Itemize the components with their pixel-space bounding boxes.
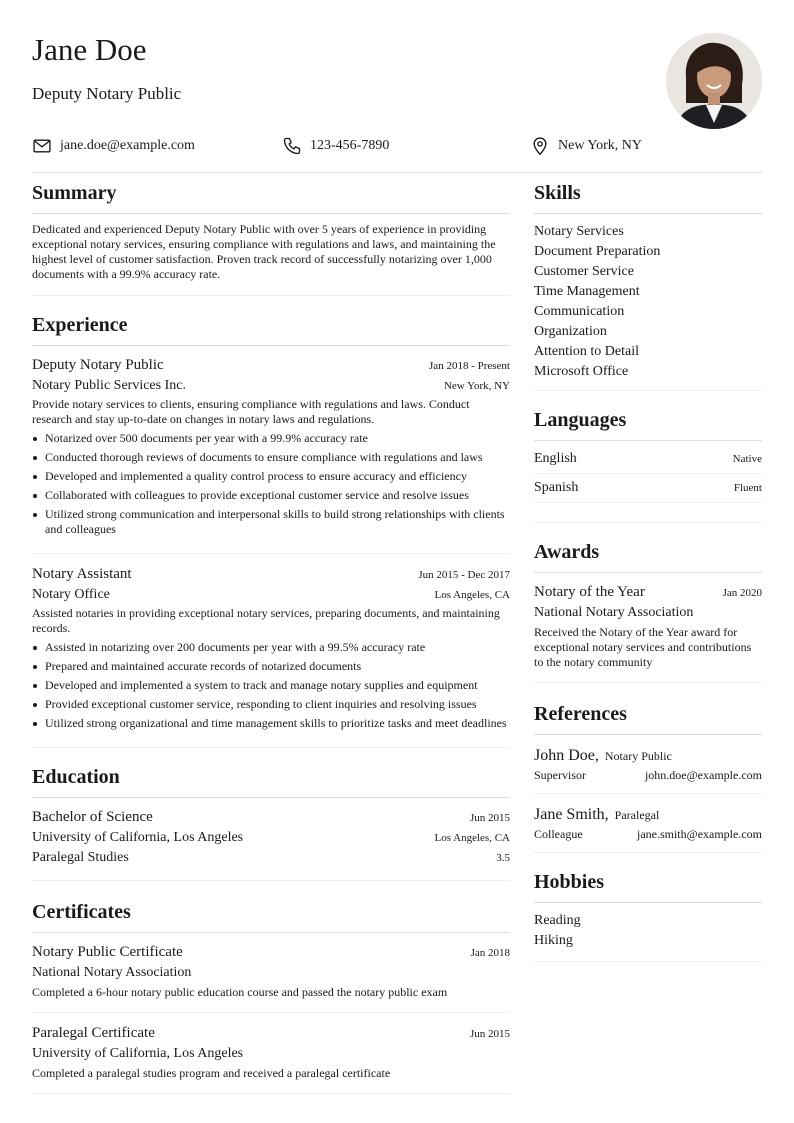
skill-item: Customer Service — [534, 264, 634, 279]
hobby-list — [534, 911, 762, 962]
achievement-item: Utilized strong communication and interpersonal skills to build strong relationships with clients and colleagues — [32, 507, 510, 537]
mail-icon — [32, 136, 52, 156]
education-section — [32, 764, 510, 881]
contact-email[interactable] — [32, 134, 195, 158]
gpa: 3.5 — [496, 852, 510, 864]
reference-email[interactable]: jane.smith@example.com — [636, 827, 762, 841]
hobbies-section — [534, 869, 762, 962]
language-level: Fluent — [733, 482, 762, 494]
languages-section — [534, 407, 762, 523]
reference-relation: Supervisor — [534, 768, 586, 782]
contact-location — [530, 134, 642, 158]
hobby-item: Reading — [534, 913, 581, 928]
achievement-item: Prepared and maintained accurate records of notarized documents — [32, 659, 510, 674]
school-location: Los Angeles, CA — [434, 832, 510, 844]
achievement-item: Utilized strong organizational and time management skills to prioritize tasks and meet deadlines — [32, 716, 510, 731]
education-heading: Education — [32, 764, 510, 798]
languages-divider — [534, 503, 762, 523]
award-description: Received the Notary of the Year award for exceptional notary services and contributions to the notary community — [534, 625, 752, 669]
experience-heading: Experience — [32, 312, 510, 346]
reference-position: Notary Public — [604, 749, 672, 763]
reference-name: Jane Smith, — [534, 806, 609, 823]
language-level: Native — [732, 453, 762, 465]
summary-section — [32, 180, 510, 296]
email-text: jane.doe@example.com — [60, 138, 195, 153]
hobby-item: Hiking — [534, 933, 573, 948]
job-dates: Jun 2015 - Dec 2017 — [418, 569, 510, 581]
skill-item: Notary Services — [534, 224, 624, 239]
certificate-date: Jan 2018 — [470, 947, 510, 959]
certificates-section — [32, 899, 510, 1094]
graduation-date: Jun 2015 — [469, 812, 510, 824]
skill-item: Attention to Detail — [534, 344, 639, 359]
achievement-item: Provided exceptional customer service, responding to client inquiries and resolving issues — [32, 697, 510, 712]
achievement-item: Notarized over 500 documents per year with a 99.9% accuracy rate — [32, 431, 510, 446]
reference-entry — [534, 745, 762, 794]
achievement-item: Conducted thorough reviews of documents to ensure compliance with regulations and laws — [32, 450, 510, 465]
job-description: Provide notary services to clients, ensuring compliance with regulations and laws. Conduct research and stay up-to-date on changes in notary laws and regulations. — [32, 397, 470, 426]
certificate-date: Jun 2015 — [469, 1028, 510, 1040]
job-location: New York, NY — [443, 380, 510, 392]
reference-position: Paralegal — [614, 808, 660, 822]
reference-entry — [534, 804, 762, 853]
skill-item: Communication — [534, 304, 625, 319]
skills-heading: Skills — [534, 180, 762, 214]
certificate-title: Notary Public Certificate — [32, 944, 183, 960]
avatar — [666, 33, 762, 129]
contact-row — [32, 134, 762, 158]
experience-entry — [32, 355, 510, 554]
skills-section — [534, 180, 762, 391]
company-name: Notary Public Services Inc. — [32, 378, 186, 393]
achievement-item: Developed and implemented a quality control process to ensure accuracy and efficiency — [32, 469, 510, 484]
header-divider — [32, 172, 762, 173]
resume-header — [32, 32, 762, 128]
skill-item: Document Preparation — [534, 244, 661, 259]
certificate-title: Paralegal Certificate — [32, 1025, 155, 1041]
language-row — [534, 445, 762, 474]
sidebar-column — [534, 180, 762, 962]
certificate-entry — [32, 942, 510, 1013]
contact-phone[interactable] — [282, 134, 389, 158]
achievement-list — [32, 640, 510, 731]
achievement-item: Developed and implemented a system to track and manage notary supplies and equipment — [32, 678, 510, 693]
reference-name: John Doe, — [534, 747, 599, 764]
certificate-issuer: University of California, Los Angeles — [32, 1046, 244, 1061]
job-title: Notary Assistant — [32, 566, 132, 582]
experience-section — [32, 312, 510, 748]
education-entry — [32, 807, 510, 881]
main-column — [32, 180, 510, 1094]
job-description: Assisted notaries in providing exceptional notary services, preparing documents, and maintaining records. — [32, 606, 500, 635]
summary-heading: Summary — [32, 180, 510, 214]
skill-item: Time Management — [534, 284, 640, 299]
company-name: Notary Office — [32, 587, 110, 602]
award-date: Jan 2020 — [722, 587, 762, 599]
candidate-name: Jane Doe — [32, 32, 147, 67]
field-of-study: Paralegal Studies — [32, 850, 129, 865]
language-row — [534, 474, 762, 503]
certificate-entry — [32, 1023, 510, 1094]
references-heading: References — [534, 701, 762, 735]
reference-relation: Colleague — [534, 827, 583, 841]
school-name: University of California, Los Angeles — [32, 830, 244, 845]
reference-email[interactable]: john.doe@example.com — [644, 768, 762, 782]
language-name: English — [534, 451, 577, 466]
certificate-description: Completed a 6-hour notary public education course and passed the notary public exam — [32, 985, 448, 999]
certificates-heading: Certificates — [32, 899, 510, 933]
phone-text: 123-456-7890 — [310, 138, 390, 153]
skill-item: Organization — [534, 324, 607, 339]
references-section — [534, 701, 762, 853]
achievement-item: Assisted in notarizing over 200 documents per year with a 99.5% accuracy rate — [32, 640, 510, 655]
awards-heading: Awards — [534, 539, 762, 573]
achievement-list — [32, 431, 510, 537]
awards-section — [534, 539, 762, 683]
award-issuer: National Notary Association — [534, 605, 694, 620]
achievement-item: Collaborated with colleagues to provide exceptional customer service and resolve issues — [32, 488, 510, 503]
job-location: Los Angeles, CA — [434, 589, 510, 601]
language-name: Spanish — [534, 480, 579, 495]
summary-text: Dedicated and experienced Deputy Notary Public with over 5 years of experience in providing exceptional notary services, ensuring compliance with regulations and laws, and maintaining the highest level of customer satisfaction. Proven track record of successfully notarizing over 1,000 documents with a 99.9% accuracy rate. — [32, 222, 496, 281]
hobbies-heading: Hobbies — [534, 869, 762, 903]
skill-item: Microsoft Office — [534, 364, 629, 379]
certificate-description: Completed a paralegal studies program and received a paralegal certificate — [32, 1066, 391, 1080]
phone-icon — [282, 136, 302, 156]
experience-entry — [32, 564, 510, 748]
award-title: Notary of the Year — [534, 584, 645, 600]
languages-heading: Languages — [534, 407, 762, 441]
degree: Bachelor of Science — [32, 809, 153, 825]
certificate-issuer: National Notary Association — [32, 965, 192, 980]
skills-list — [534, 222, 762, 390]
job-title: Deputy Notary Public — [32, 357, 164, 373]
candidate-title: Deputy Notary Public — [32, 84, 182, 103]
location-text: New York, NY — [558, 138, 643, 153]
location-pin-icon — [530, 136, 550, 156]
profile-photo-icon — [666, 33, 762, 129]
job-dates: Jan 2018 - Present — [429, 360, 510, 372]
award-entry — [534, 582, 762, 683]
